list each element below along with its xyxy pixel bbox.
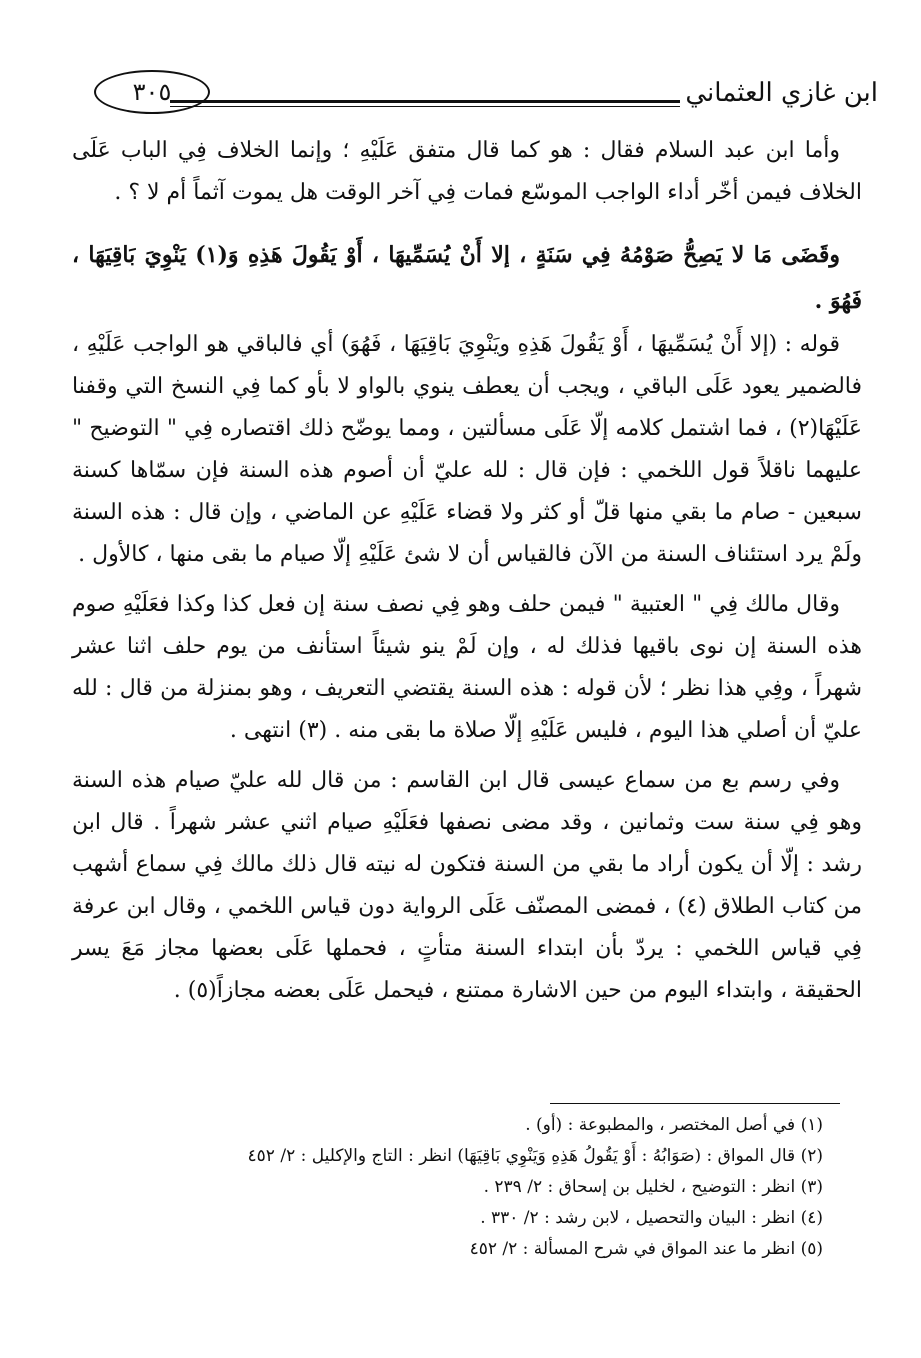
footnotes: [83, 1110, 823, 1265]
footnote: (٥) انظر ما عند المواق في شرح المسألة : ٢/ ٤٥٢: [469, 1239, 823, 1259]
footnote: (٢) قال المواق : (صَوَابُهُ : أَوْ يَقُولُ هَذِهِ وَيَنْوِي بَاقِيَهَا) انظر : التاج والإكليل : ٢/ ٤٥٢: [247, 1146, 823, 1166]
header-rule-thin: [170, 106, 680, 107]
footnote: (١) في أصل المختصر ، والمطبوعة : (أو) .: [525, 1115, 823, 1135]
paragraph: وأما ابن عبد السلام فقال : هو كما قال متفق عَلَيْهِ ؛ وإنما الخلاف فِي الباب عَلَى الخلاف فيمن أخّر أداء الواجب الموسّع فمات فِي آخر الوقت هل يموت آثماً أم لا ؟ .: [72, 138, 862, 205]
paragraph: وفي رسم بع من سماع عيسى قال ابن القاسم : من قال لله عليّ صيام هذه السنة وهو فِي سنة ست وثمانين ، وقد مضى نصفها فعَلَيْهِ صيام اثني عشر شهراً . قال ابن رشد : إلّا أن يكون أراد ما بقي من السنة فتكون له نيته قال ذلك مالك فِي سماع أشهب من كتاب الطلاق (٤) ، فمضى المصنّف عَلَى الرواية دون قياس اللخمي ، وقال ابن عرفة فِي قياس اللخمي : يردّ بأن ابتداء السنة متأتٍ ، فحملها عَلَى بعضها مجاز مَعَ يسر الحقيقة ، وابتداء اليوم من حين الاشارة ممتنع ، فيحمل عَلَى بعضه مجازاً(٥) .: [72, 768, 862, 1003]
page-header: [70, 62, 878, 122]
running-title: ابن غازي العثماني: [685, 78, 878, 108]
matn-text: وقَضَى مَا لا يَصِحُّ صَوْمُهُ فِي سَنَةٍ ، إلا أَنْ يُسَمِّيهَا ، أَوْ يَقُولَ هَذِهِ وَ(١) يَنْوِيَ بَاقِيَهَا ، فَهُوَ .: [72, 242, 862, 314]
header-rule: [170, 100, 680, 103]
main-text: [72, 130, 862, 1012]
footnote-separator: [550, 1103, 840, 1104]
footnote: (٤) انظر : البيان والتحصيل ، لابن رشد : ٢/ ٣٣٠ .: [480, 1208, 823, 1228]
paragraph: قوله : (إلا أَنْ يُسَمِّيهَا ، أَوْ يَقُولَ هَذِهِ ويَنْوِيَ بَاقِيَهَا ، فَهُوَ) أي فالباقي هو الواجب عَلَيْهِ ، فالضمير يعود عَلَى الباقي ، ويجب أن يعطف ينوي بالواو لا بأو كما فِي النسخ التي وقفنا عَلَيْهَا(٢) ، فما اشتمل كلامه إلّا عَلَى مسألتين ، ومما يوضّح ذلك اقتصاره فِي " التوضيح " عليهما ناقلاً قول اللخمي : فإن قال : لله عليّ أن أصوم هذه السنة فإن سمّاها كسنة سبعين - صام ما بقي منها قلّ أو كثر ولا قضاء عَلَيْهِ عن الماضي ، وإن قال : هذه السنة ولَمْ يرد استئناف السنة من الآن فالقياس أن لا شئ عَلَيْهِ إلّا صيام ما بقى منها ، كالأول .: [72, 332, 862, 567]
paragraph: وقال مالك فِي " العتبية " فيمن حلف وهو فِي نصف سنة إن فعل كذا وكذا فعَلَيْهِ صوم هذه السنة إن نوى باقيها فذلك له ، وإن لَمْ ينو شيئاً استأنف من يوم حلف اثنا عشر شهراً ، وفِي هذا نظر ؛ لأن قوله : هذه السنة يقتضي التعريف ، وهو بمنزلة من قال : لله عليّ أن أصلي هذا اليوم ، فليس عَلَيْهِ إلّا صلاة ما بقى منه . (٣) انتهى .: [72, 592, 862, 743]
page-number: ٣٠٥: [94, 70, 210, 114]
footnote: (٣) انظر : التوضيح ، لخليل بن إسحاق : ٢/ ٢٣٩ .: [483, 1177, 823, 1197]
